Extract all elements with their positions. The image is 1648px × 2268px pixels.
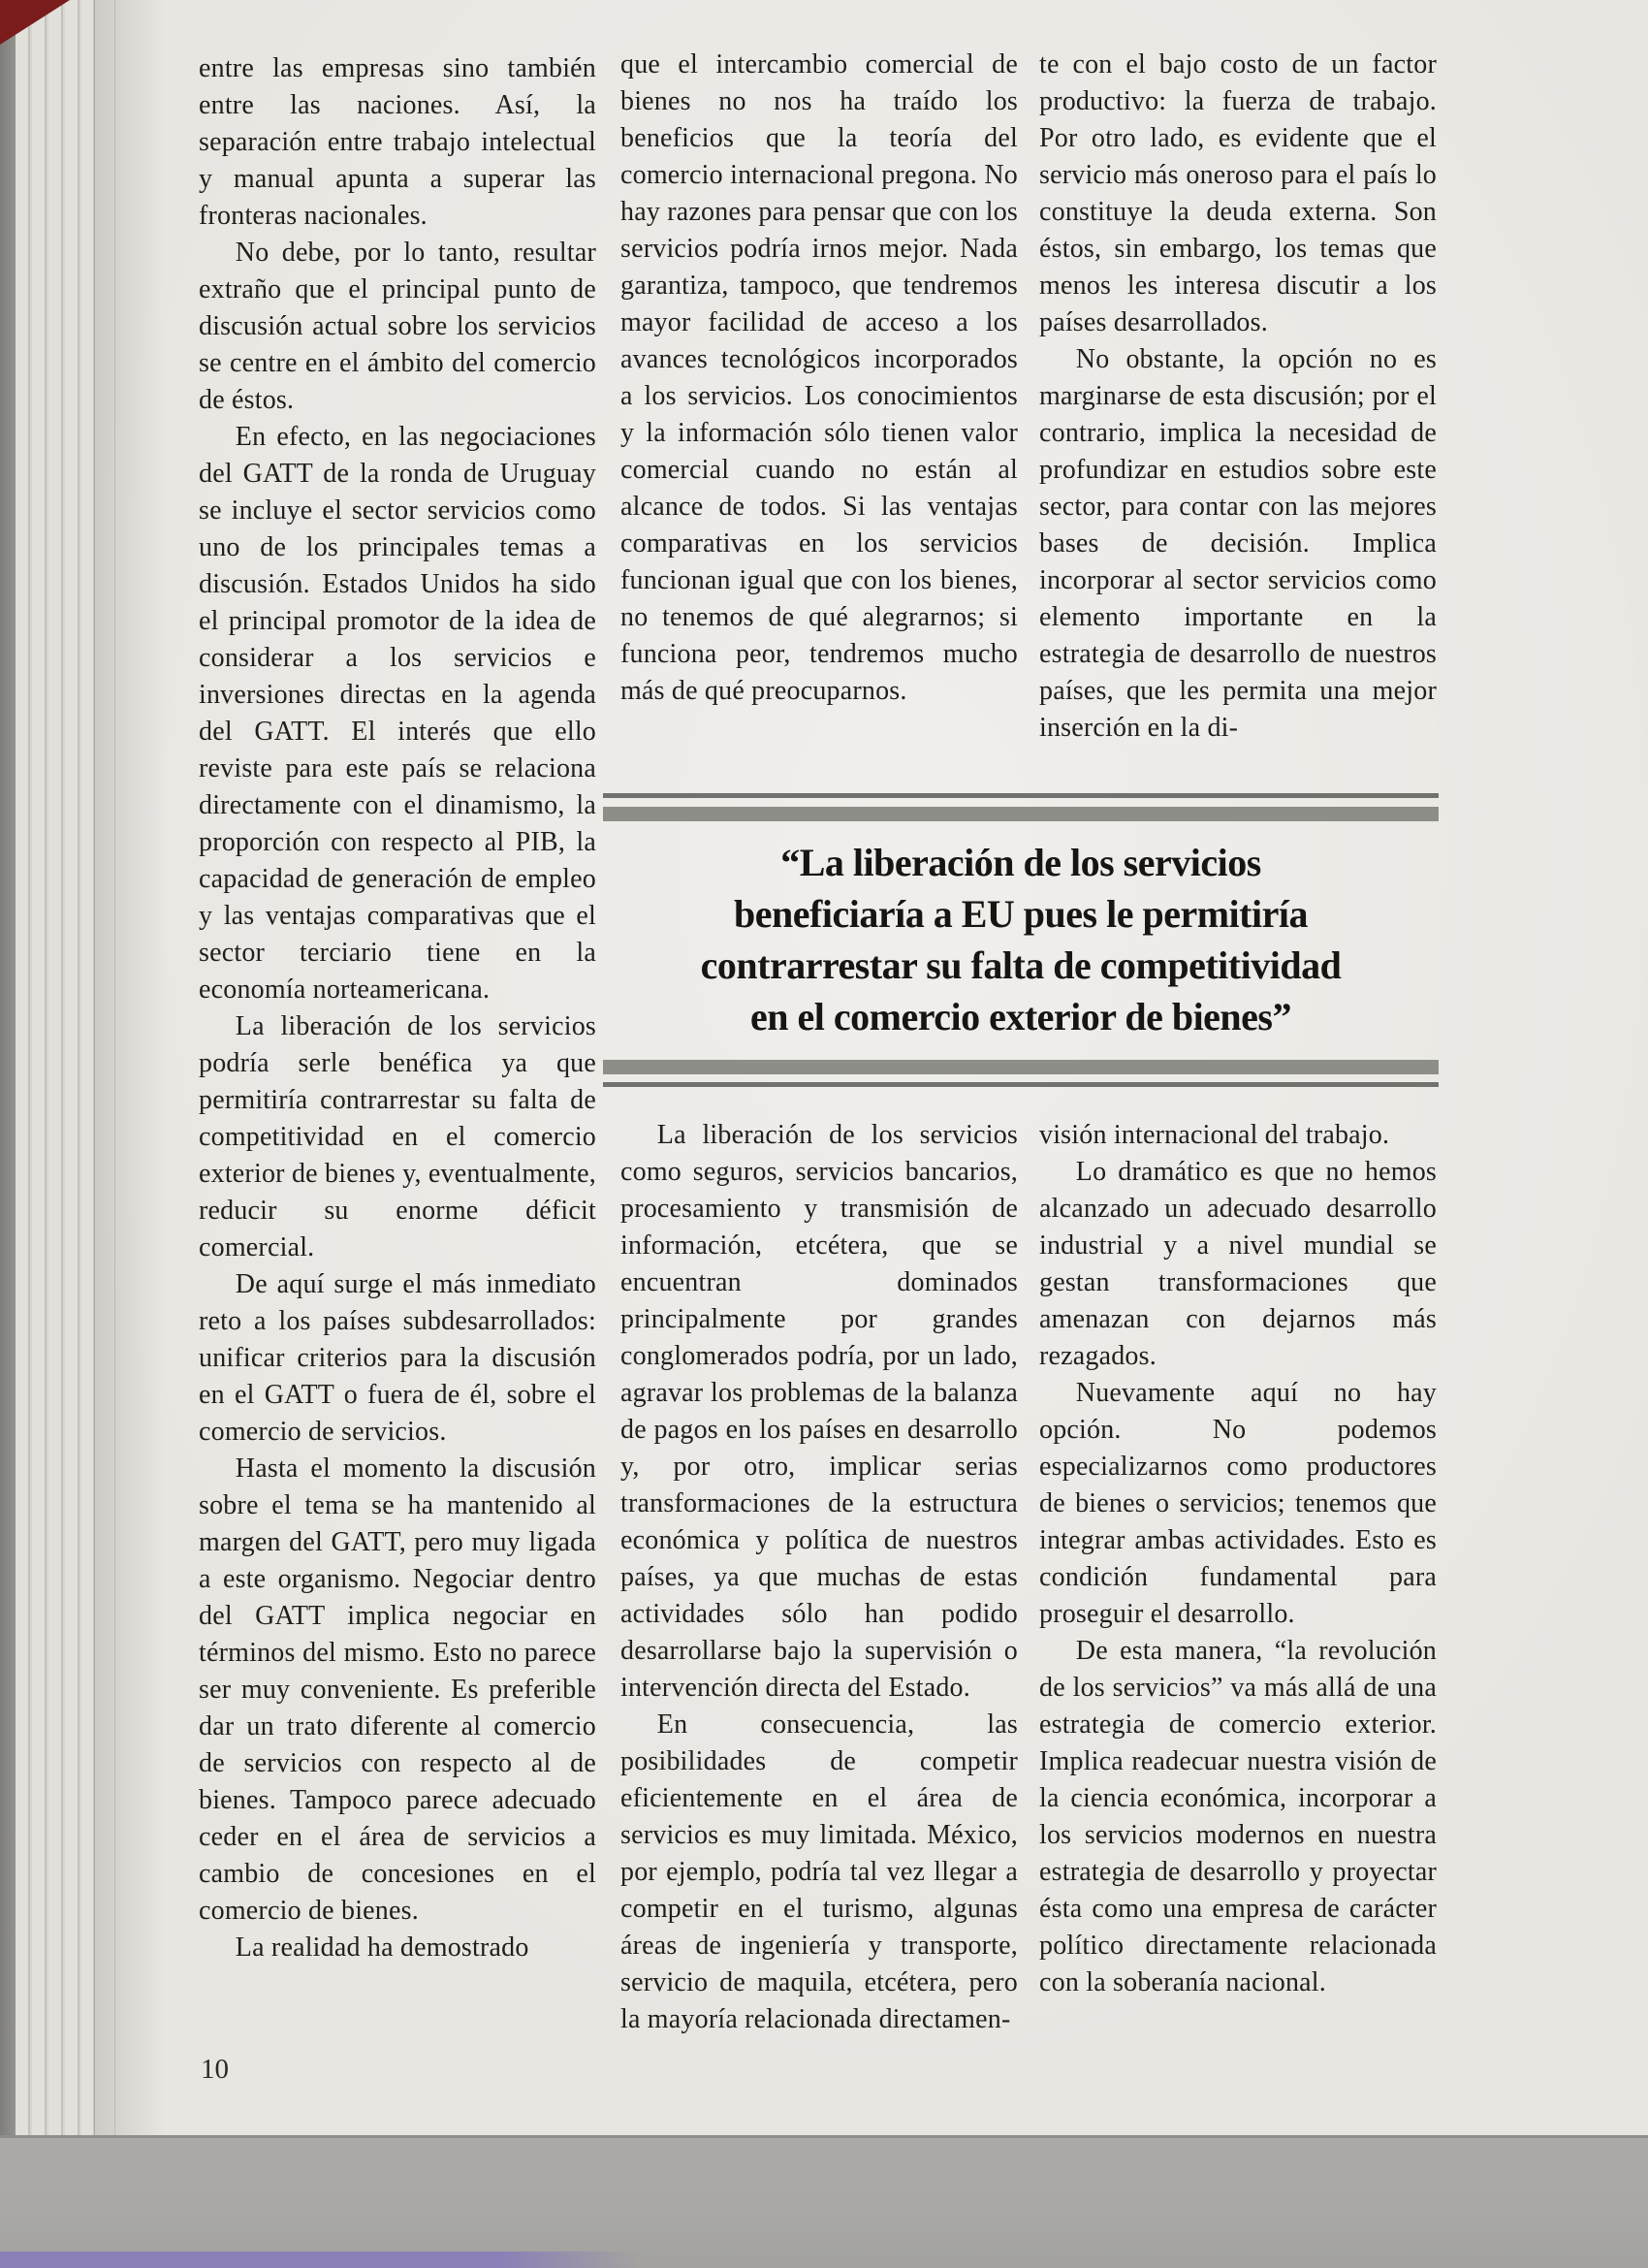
paragraph: Hasta el momento la discusión sobre el tema se ha mantenido al margen del GATT, pero muy ligada a este organismo. Negociar dentro del GATT implica negociar en términos del mismo. Esto no parece ser muy conveniente. Es preferible dar un trato diferente al comercio de servicios con respecto al de bienes. Tampoco parece adecuado ceder en el área de servicios a cambio de concesiones en el comercio de bienes. xyxy=(199,1453,596,1926)
paragraph: De aquí surge el más inmediato reto a los países subdesarrollados: unificar criterios para la discusión en el GATT o fuera de él, sobre el comercio de servicios. xyxy=(199,1269,596,1447)
pull-quote-text xyxy=(603,837,1439,1042)
paragraph: que el intercambio comercial de bienes no nos ha traído los beneficios que la teoría del comercio internacional pregona. No hay razones para pensar que con los servicios podría irnos mejor. Nada garantiza, tampoco, que tendremos mayor facilidad de acceso a los avances tecnológicos incorporados a los servicios. Los conocimientos y la información sólo tienen valor comercial cuando no están al alcance de todos. Si las ventajas comparativas en los servicios funcionan igual que con los bienes, no tenemos de qué alegrarnos; si funciona peor, tendremos mucho más de qué preocuparnos. xyxy=(620,49,1018,706)
column-middle-bottom xyxy=(620,1117,1018,2077)
column-right-bottom xyxy=(1039,1117,1437,2077)
rule-bottom-thick xyxy=(603,1060,1439,1074)
pull-quote-line: beneficiaría a EU pues le permitiría xyxy=(734,892,1308,936)
book-binding-edge xyxy=(0,0,16,2135)
paragraph: La liberación de los servicios como seguros, servicios bancarios, procesamiento y transmisión de información, etcétera, que se encuentran dominados principalmente por grandes conglomerados podría, por un lado, agravar los problemas de la balanza de pagos en los países en desarrollo y, por otro, implicar serias transformaciones de la estructura económica y política de nuestros países, ya que muchas de estas actividades sólo han podido desarrollarse bajo la supervisión o intervención directa del Estado. xyxy=(620,1120,1018,1703)
paragraph: No debe, por lo tanto, resultar extraño que el principal punto de discusión actual sobre los servicios se centre en el ámbito del comercio de éstos. xyxy=(199,238,596,415)
paragraph: En consecuencia, las posibilidades de competir eficientemente en el área de servicios es muy limitada. México, por ejemplo, podría tal vez llegar a competir en el turismo, algunas áreas de ingeniería y transporte, servicio de maquila, etcétera, pero la mayoría relacionada directamen- xyxy=(620,1709,1018,2034)
stacked-page-edges xyxy=(16,0,95,2135)
rule-top-thin xyxy=(603,793,1439,798)
column-right-top xyxy=(1039,47,1437,793)
paragraph: visión internacional del trabajo. xyxy=(1039,1120,1390,1150)
paragraph: En efecto, en las negociaciones del GATT de la ronda de Uruguay se incluye el sector servicios como uno de los principales temas a discusión. Estados Unidos ha sido el principal promotor de la idea de considerar a los servicios e inversiones directas en la agenda del GATT. El interés que ello reviste para este país se relaciona directamente con el dinamismo, la proporción con respecto al PIB, la capacidad de generación de empleo y las ventajas comparativas que el sector terciario tiene en la economía norteamericana. xyxy=(199,422,596,1005)
paragraph: La liberación de los servicios podría serle benéfica ya que permitiría contrarrestar su falta de competitividad en el comercio exterior de bienes y, eventualmente, reducir su enorme déficit comercial. xyxy=(199,1011,596,1262)
column-middle-top xyxy=(620,47,1018,793)
paragraph: La realidad ha demostrado xyxy=(235,1933,529,1963)
bottom-color-strip xyxy=(0,2252,640,2268)
paragraph: Nuevamente aquí no hay opción. No podemos especializarnos como productores de bienes o servicios; tenemos que integrar ambas actividades. Esto es condición fundamental para proseguir el desarrollo. xyxy=(1039,1378,1437,1629)
rule-top-thick xyxy=(603,807,1439,821)
fold-line xyxy=(114,0,115,2135)
scanner-background xyxy=(0,2135,1648,2268)
paragraph: No obstante, la opción no es marginarse de esta discusión; por el contrario, implica la necesidad de profundizar en estudios sobre este sector, para contar con las mejores bases de decisión. Implica incorporar al sector servicios como elemento importante en la estrategia de desarrollo de nuestros países, que les permita una mejor inserción en la di- xyxy=(1039,344,1437,743)
paragraph: te con el bajo costo de un factor productivo: la fuerza de trabajo. Por otro lado, es evidente que el servicio más oneroso para el país lo constituye la deuda externa. Son éstos, sin embargo, los temas que menos les interesa discutir a los países desarrollados. xyxy=(1039,49,1437,337)
gutter-shadow xyxy=(93,0,165,2135)
page-number: 10 xyxy=(201,2054,229,2085)
paragraph: entre las empresas sino también entre las naciones. Así, la separación entre trabajo intelectual y manual apunta a superar las fronteras nacionales. xyxy=(199,53,596,231)
paragraph: Lo dramático es que no hemos alcanzado un adecuado desarrollo industrial y a nivel mundial se gestan transformaciones que amenazan con dejarnos más rezagados. xyxy=(1039,1157,1437,1371)
pull-quote xyxy=(603,793,1439,1087)
corner-mark xyxy=(0,0,70,45)
pull-quote-line: “La liberación de los servicios xyxy=(780,841,1261,884)
paragraph: De esta manera, “la revolución de los servicios” va más allá de una estrategia de comercio exterior. Implica readecuar nuestra visión de la ciencia económica, incorporar a los servicios modernos en nuestra estrategia de desarrollo y proyectar ésta como una empresa de carácter político directamente relacionada con la soberanía nacional. xyxy=(1039,1636,1437,1997)
pull-quote-line: contrarrestar su falta de competitividad xyxy=(700,943,1342,987)
rule-bottom-thin xyxy=(603,1082,1439,1087)
pull-quote-line: en el comercio exterior de bienes” xyxy=(750,995,1291,1038)
column-left xyxy=(199,50,596,2038)
